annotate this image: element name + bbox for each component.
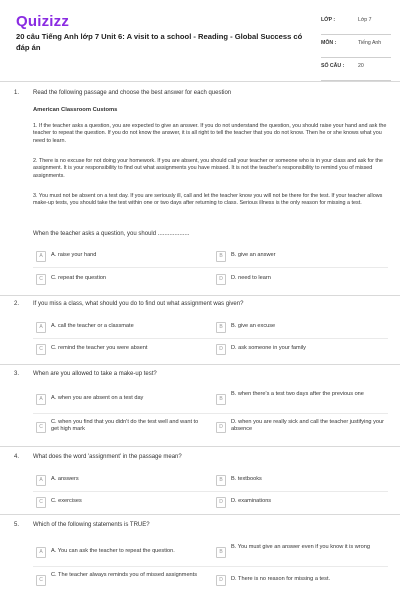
option-text: C. repeat the question — [51, 275, 107, 281]
option-d[interactable] — [216, 271, 386, 289]
option-text: A. when you are absent on a test day — [51, 395, 144, 401]
option-text: B. give an excuse — [231, 323, 276, 329]
option-a[interactable] — [36, 319, 206, 337]
option-letter-box: A — [36, 394, 46, 405]
option-text: D. when you are really sick and call the teacher justifying your absence — [231, 419, 384, 433]
option-letter-box: A — [36, 547, 46, 558]
passage-paragraph-3: 3. You must not be absent on a test day. If you are seriously ill, call and let the teacher know you will not be there for the test. If your teacher allows make-up tests, you should take the test within one or two days after returning to class. Serious illness is the only reason for missing a test. — [33, 193, 383, 207]
option-b[interactable] — [216, 391, 386, 409]
quizizz-logo[interactable]: Quizizz — [16, 13, 70, 30]
meta-panel — [321, 12, 391, 81]
grade-label: LỚP : — [321, 17, 336, 23]
document-title: 20 câu Tiếng Anh lớp 7 Unit 6: A visit to a school - Reading - Global Success có đáp án — [16, 32, 303, 52]
passage-title: American Classroom Customs — [33, 107, 118, 113]
question-text: When are you allowed to take a make-up test? — [33, 371, 157, 377]
option-letter-box: C — [36, 422, 46, 433]
meta-subject — [321, 35, 391, 58]
question-text: Which of the following statements is TRUE? — [33, 522, 150, 528]
meta-grade — [321, 12, 391, 35]
question-instruction: Read the following passage and choose the best answer for each question — [33, 90, 232, 96]
option-a[interactable] — [36, 391, 206, 409]
option-b[interactable] — [216, 544, 386, 562]
option-letter-box: B — [216, 547, 226, 558]
option-b[interactable] — [216, 319, 386, 337]
option-letter-box: D — [216, 422, 226, 433]
option-text: D. need to learn — [231, 275, 271, 281]
question-text: If you miss a class, what should you do to find out what assignment was given? — [33, 301, 244, 307]
option-d[interactable] — [216, 419, 386, 437]
option-text: C. remind the teacher you were absent — [51, 345, 148, 351]
option-text: D. examinations — [231, 498, 272, 504]
option-text: B. give an answer — [231, 252, 276, 258]
option-text: C. exercises — [51, 498, 82, 504]
option-letter-box: D — [216, 575, 226, 586]
option-text: A. You can ask the teacher to repeat the question. — [51, 548, 175, 554]
option-letter-box: C — [36, 274, 46, 285]
option-letter-box: A — [36, 322, 46, 333]
option-c[interactable] — [36, 271, 206, 289]
option-c[interactable] — [36, 494, 206, 512]
question-divider — [0, 295, 400, 296]
option-c[interactable] — [36, 419, 206, 437]
question-number: 2. — [14, 301, 20, 307]
option-letter-box: A — [36, 251, 46, 262]
option-text: C. The teacher always reminds you of missed assignments — [51, 572, 198, 578]
count-label: SỐ CÂU : — [321, 63, 345, 69]
option-letter-box: D — [216, 274, 226, 285]
option-text: D. There is no reason for missing a test. — [231, 576, 331, 582]
option-text: B. You must give an answer even if you know it is wrong — [231, 544, 370, 550]
option-letter-box: B — [216, 475, 226, 486]
option-d[interactable] — [216, 494, 386, 512]
option-b[interactable] — [216, 248, 386, 266]
option-letter-box: C — [36, 575, 46, 586]
option-letter-box: B — [216, 322, 226, 333]
option-separator — [33, 566, 388, 567]
option-a[interactable] — [36, 248, 206, 266]
question-number: 1. — [14, 90, 20, 96]
option-a[interactable] — [36, 472, 206, 490]
option-text: B. when there's a test two days after the previous one — [231, 391, 364, 397]
question-text: What does the word 'assignment' in the passage mean? — [33, 454, 182, 460]
question-number: 3. — [14, 371, 20, 377]
option-letter-box: C — [36, 497, 46, 508]
option-text: A. raise your hand — [51, 252, 97, 258]
option-letter-box: A — [36, 475, 46, 486]
option-letter-box: D — [216, 497, 226, 508]
header — [0, 0, 400, 80]
option-letter-box: D — [216, 344, 226, 355]
question-divider — [0, 514, 400, 515]
question-number: 5. — [14, 522, 20, 528]
question-divider — [0, 446, 400, 447]
passage-paragraph-2: 2. There is no excuse for not doing your homework. If you are absent, you should call your teacher or someone who is in your class and ask for the assignment. It is your responsibility to find out what assignments you have missed. It is not the teacher's responsibility to remind you of missed assignments. — [33, 158, 383, 179]
meta-count — [321, 58, 391, 81]
subject-value: Tiếng Anh — [358, 40, 382, 46]
option-b[interactable] — [216, 472, 386, 490]
option-text: D. ask someone in your family — [231, 345, 306, 351]
option-letter-box: B — [216, 394, 226, 405]
option-text: A. call the teacher or a classmate — [51, 323, 134, 329]
passage-paragraph-1: 1. If the teacher asks a question, you are expected to give an answer. If you do not understand the question, you should raise your hand and ask the teacher to repeat the question. If you do not know the answer, it is all right to tell the teacher that you do not know. Then he or she knows what you need to learn. — [33, 123, 387, 144]
option-text: A. answers — [51, 476, 79, 482]
option-separator — [33, 413, 388, 414]
question-divider — [0, 364, 400, 365]
option-text: B. textbooks — [231, 476, 262, 482]
option-c[interactable] — [36, 572, 206, 590]
option-d[interactable] — [216, 341, 386, 359]
option-separator — [33, 267, 388, 268]
count-value: 20 — [358, 63, 364, 69]
option-letter-box: B — [216, 251, 226, 262]
option-c[interactable] — [36, 341, 206, 359]
option-letter-box: C — [36, 344, 46, 355]
option-text: C. when you find that you didn't do the test well and want to get high mark — [51, 419, 199, 433]
header-divider — [0, 81, 400, 82]
subject-label: MÔN : — [321, 40, 337, 46]
option-separator — [33, 338, 388, 339]
option-a[interactable] — [36, 544, 212, 562]
option-separator — [33, 491, 388, 492]
grade-value: Lớp 7 — [358, 17, 372, 23]
question-text: When the teacher asks a question, you should ................... — [33, 231, 190, 237]
option-d[interactable] — [216, 572, 386, 590]
question-number: 4. — [14, 454, 20, 460]
